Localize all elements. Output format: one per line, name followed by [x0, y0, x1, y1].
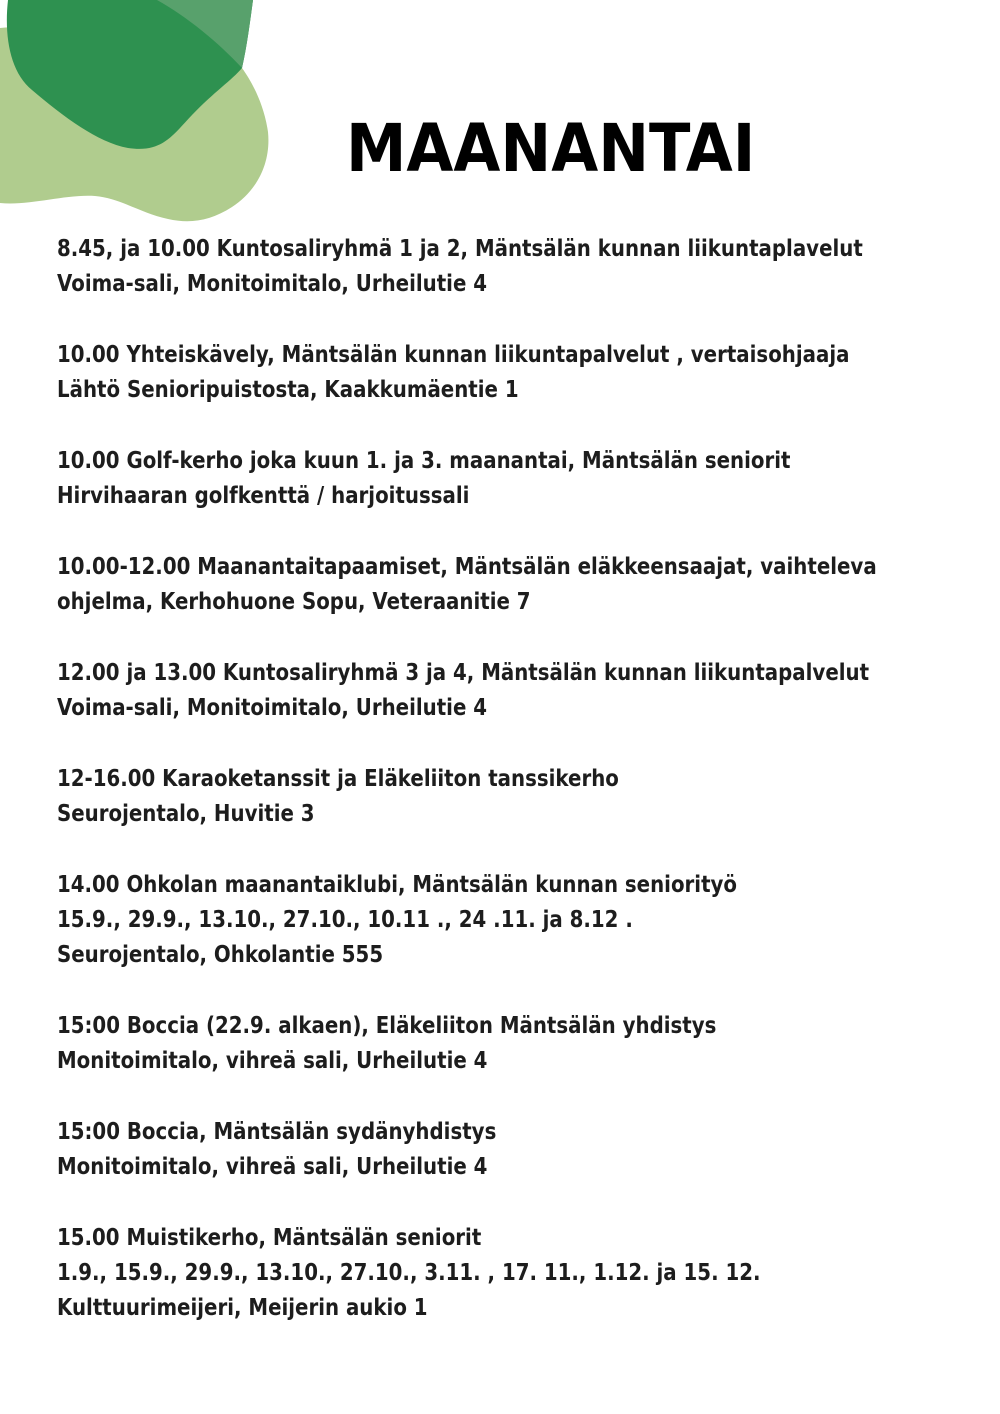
schedule-line: Voima-sali, Monitoimitalo, Urheilutie 4 [57, 695, 488, 721]
schedule-entry [57, 762, 1000, 832]
schedule-line: 15.9., 29.9., 13.10., 27.10., 10.11 ., 24 .11. ja 8.12 . [57, 907, 633, 933]
schedule-line: 10.00 Golf-kerho joka kuun 1. ja 3. maanantai, Mäntsälän seniorit [57, 448, 791, 474]
schedule-entry [57, 232, 1000, 302]
schedule-line: 12-16.00 Karaoketanssit ja Eläkeliiton tanssikerho [57, 766, 619, 792]
schedule-line: 8.45, ja 10.00 Kuntosaliryhmä 1 ja 2, Mäntsälän kunnan liikuntaplavelut [57, 236, 863, 262]
page-title: MAANANTAI [346, 110, 756, 187]
schedule-line: 15:00 Boccia (22.9. alkaen), Eläkeliiton Mäntsälän yhdistys [57, 1013, 717, 1039]
schedule-entry [57, 338, 1000, 408]
schedule-line: Lähtö Senioripuistosta, Kaakkumäentie 1 [57, 377, 519, 403]
schedule-line: 14.00 Ohkolan maanantaiklubi, Mäntsälän kunnan seniorityö [57, 872, 738, 898]
schedule-line: ohjelma, Kerhohuone Sopu, Veteraanitie 7 [57, 589, 531, 615]
schedule-line: 15.00 Muistikerho, Mäntsälän seniorit [57, 1225, 482, 1251]
schedule-list [57, 232, 1000, 1362]
schedule-entry [57, 1115, 1000, 1185]
schedule-line: Monitoimitalo, vihreä sali, Urheilutie 4 [57, 1048, 488, 1074]
schedule-line: 12.00 ja 13.00 Kuntosaliryhmä 3 ja 4, Mäntsälän kunnan liikuntapalvelut [57, 660, 870, 686]
schedule-entry [57, 444, 1000, 514]
schedule-line: 15:00 Boccia, Mäntsälän sydänyhdistys [57, 1119, 497, 1145]
schedule-line: Seurojentalo, Huvitie 3 [57, 801, 315, 827]
schedule-line: 10.00-12.00 Maanantaitapaamiset, Mäntsälän eläkkeensaajat, vaihteleva [57, 554, 877, 580]
schedule-line: Seurojentalo, Ohkolantie 555 [57, 942, 384, 968]
schedule-entry [57, 550, 1000, 620]
schedule-line: Voima-sali, Monitoimitalo, Urheilutie 4 [57, 271, 488, 297]
schedule-entry [57, 868, 1000, 973]
schedule-line: 10.00 Yhteiskävely, Mäntsälän kunnan liikuntapalvelut , vertaisohjaaja [57, 342, 850, 368]
schedule-line: Kulttuurimeijeri, Meijerin aukio 1 [57, 1295, 428, 1321]
schedule-entry [57, 1221, 1000, 1326]
schedule-line: 1.9., 15.9., 29.9., 13.10., 27.10., 3.11. , 17. 11., 1.12. ja 15. 12. [57, 1260, 761, 1286]
schedule-entry [57, 1009, 1000, 1079]
schedule-line: Hirvihaaran golfkenttä / harjoitussali [57, 483, 470, 509]
schedule-entry [57, 656, 1000, 726]
schedule-line: Monitoimitalo, vihreä sali, Urheilutie 4 [57, 1154, 488, 1180]
decorative-blob-graphic [0, 0, 310, 240]
